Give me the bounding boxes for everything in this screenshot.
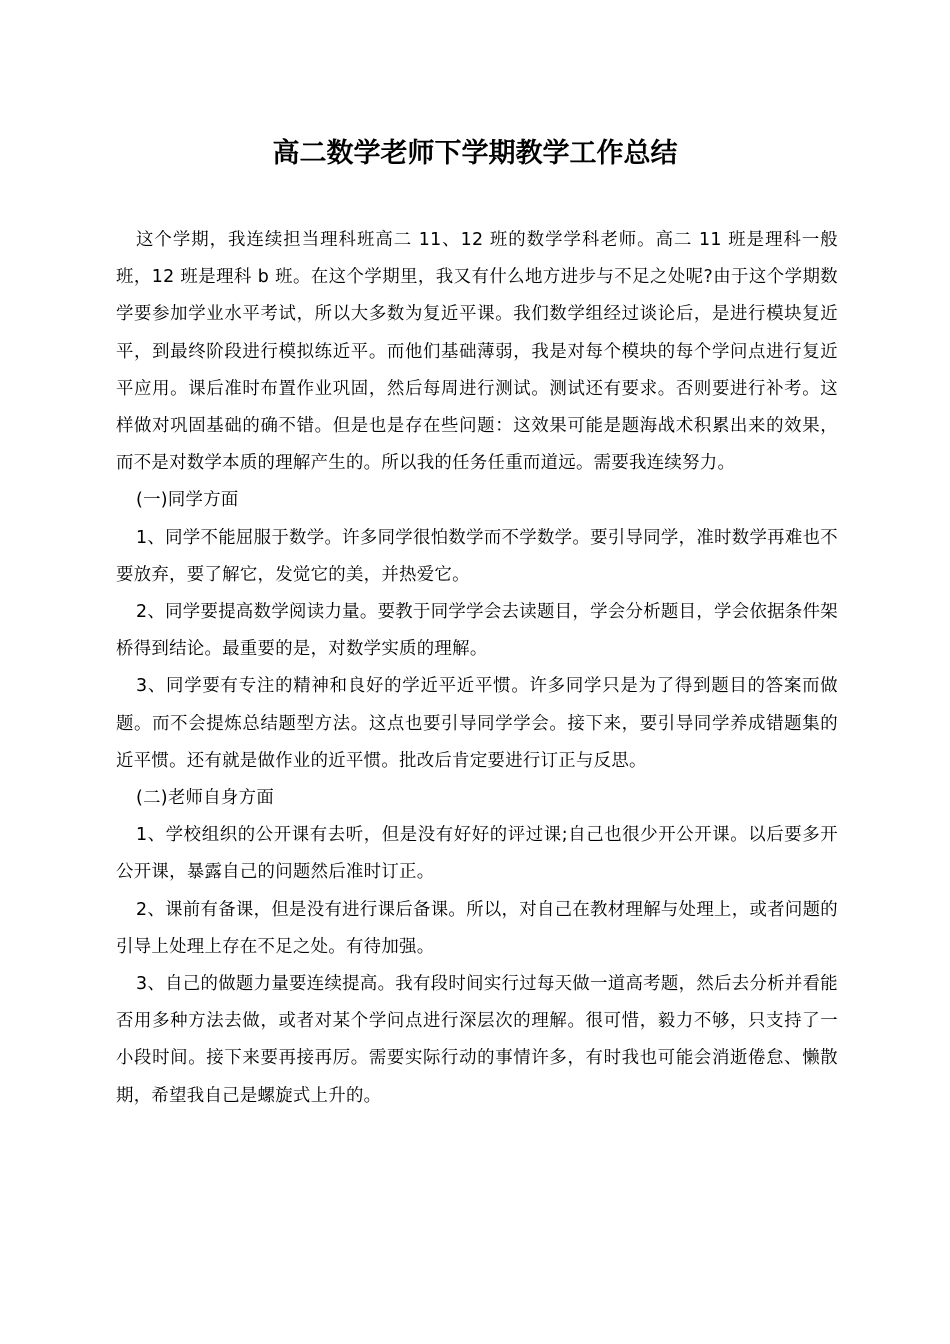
teacher-point-1: 1、学校组织的公开课有去听，但是没有好好的评过课;自己也很少开公开课。以后要多开公开课，暴露自己的问题然后准时订正。 xyxy=(116,825,838,883)
teacher-point-2: 2、课前有备课，但是没有进行课后备课。所以，对自己在教材理解与处理上，或者问题的引导上处理上存在不足之处。有待加强。 xyxy=(116,899,838,957)
intro-paragraph: 这个学期，我连续担当理科班高二 11、12 班的数学学科老师。高二 11 班是理科一般班，12 班是理科 b 班。在这个学期里，我又有什么地方进步与不足之处呢?由于这个学期数学要参加学业水平考试，所以大多数为复近平课。我们数学组经过谈论后，是进行模块复近平，到最终阶段进行模拟练近平。而他们基础薄弱，我是对每个模块的每个学问点进行复近平应用。课后准时布置作业巩固，然后每周进行测试。测试还有要求。否则要进行补考。这样做对巩固基础的确不错。但是也是存在些问题：这效果可能是题海战术积累出来的效果，而不是对数学本质的理解产生的。所以我的任务任重而道远。需要我连续努力。 xyxy=(116,230,838,474)
student-point-3: 3、同学要有专注的精神和良好的学近平近平惯。许多同学只是为了得到题目的答案而做题。而不会提炼总结题型方法。这点也要引导同学学会。接下来，要引导同学养成错题集的近平惯。还有就是做作业的近平惯。批改后肯定要进行订正与反思。 xyxy=(116,676,838,771)
document-body xyxy=(116,222,838,1115)
student-point-2: 2、同学要提高数学阅读力量。要教于同学学会去读题目，学会分析题目，学会依据条件架桥得到结论。最重要的是，对数学实质的理解。 xyxy=(116,602,838,660)
document-title: 高二数学老师下学期教学工作总结 xyxy=(272,138,678,169)
teacher-point-3: 3、自己的做题力量要连续提高。我有段时间实行过每天做一道高考题，然后去分析并看能否用多种方法去做，或者对某个学问点进行深层次的理解。很可惜，毅力不够，只支持了一小段时间。接下来要再接再厉。需要实际行动的事情许多，有时我也可能会消逝倦怠、懒散期，希望我自己是螺旋式上升的。 xyxy=(116,974,838,1106)
student-point-1: 1、同学不能屈服于数学。许多同学很怕数学而不学数学。要引导同学，准时数学再难也不要放弃，要了解它，发觉它的美，并热爱它。 xyxy=(116,527,838,585)
section-heading-teacher: (二)老师自身方面 xyxy=(136,788,275,809)
section-heading-students: (一)同学方面 xyxy=(136,490,239,511)
